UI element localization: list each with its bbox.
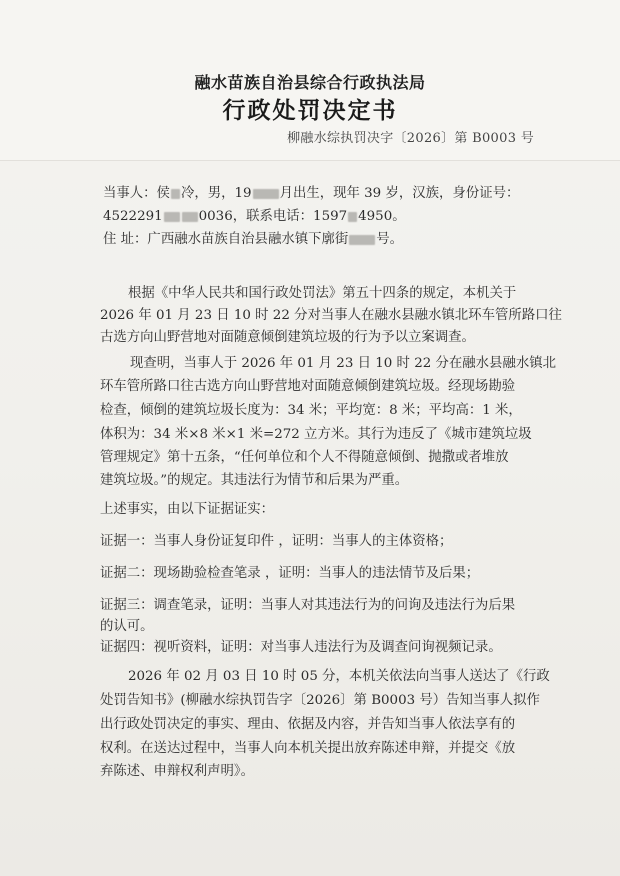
party-line-2 [103,206,406,227]
body-line: 建筑垃圾。”的规定。其违法行为情节和后果为严重。 [100,473,409,488]
party-phone-suffix: 4950。 [358,209,406,224]
body-line: 出行政处罚决定的事实、理由、依据及内容，并告知当事人依法享有的 [100,717,516,732]
party-id-prefix: 4522291 [103,209,163,224]
body-line: 环车管所路口往古选方向山野营地对面随意倾倒建筑垃圾。经现场勘验 [100,379,516,394]
evidence-item-3-cont: 的认可。 [100,619,154,634]
redaction-mark [182,212,198,222]
document-title: 行政处罚决定书 [222,97,398,124]
body-line: 2026 年 01 月 23 日 10 时 22 分对当事人在融水县融水镇北环车管所路口往 [100,308,562,323]
body-line: 权利。在送达过程中，当事人向本机关提出放弃陈述申辩，并提交《放 [100,741,516,756]
body-line: 弃陈述、申辩权利声明》。 [100,764,254,779]
evidence-item-3: 证据三：调查笔录，证明：当事人对其违法行为的问询及违法行为后果 [100,598,516,613]
body-line: 现查明，当事人于 2026 年 01 月 23 日 10 时 22 分在融水县融水镇北 [130,356,557,371]
redaction-mark [171,189,180,199]
agency-name: 融水苗族自治县综合行政执法局 [194,73,426,92]
redaction-mark [349,235,375,245]
evidence-item-2: 证据二：现场勘验检查笔录 ，证明：当事人的违法情节及后果； [100,566,480,581]
evidence-item-4: 证据四：视听资料，证明：对当事人违法行为及调查问询视频记录。 [100,640,502,655]
body-line: 体积为：34 米×8 米×1 米=272 立方米。其行为违反了《城市建筑垃圾 [100,427,532,442]
evidence-item-1: 证据一：当事人身份证复印件 ，证明：当事人的主体资格； [100,534,453,549]
body-line: 检查，倾倒的建筑垃圾长度为：34 米；平均宽：8 米；平均高：1 米， [100,403,522,418]
party-name-label: 当事人：侯 [103,186,170,201]
evidence-intro: 上述事实，由以下证据证实： [100,502,275,517]
party-line-1 [103,183,519,204]
body-line: 根据《中华人民共和国行政处罚法》第五十四条的规定，本机关于 [128,286,517,301]
document-header [0,0,620,161]
body-line: 管理规定》第十五条，“任何单位和个人不得随意倾倒、抛撒或者堆放 [100,450,509,465]
party-id-suffix-phone: 0036，联系电话：1597 [198,209,348,224]
body-line: 处罚告知书》(柳融水综执罚告字〔2026〕第 B0003 号）告知当事人拟作 [100,693,540,708]
party-age-id-label: 月出生，现年 39 岁，汉族，身份证号： [279,186,520,201]
body-line: 2026 年 02 月 03 日 10 时 05 分，本机关依法向当事人送达了《行政 [128,669,550,684]
body-line: 古选方向山野营地对面随意倾倒建筑垃圾的行为予以立案调查。 [100,330,475,345]
party-address-line [103,229,403,250]
redaction-mark [253,189,279,199]
document-number: 柳融水综执罚决字〔2026〕第 B0003 号 [287,131,534,146]
party-address: 住 址：广西融水苗族自治县融水镇下廓街 [103,232,349,247]
party-address-end: 号。 [376,232,404,247]
redaction-mark [164,212,180,222]
party-gender-birth: 冷，男，19 [180,186,252,201]
redaction-mark [348,212,357,222]
